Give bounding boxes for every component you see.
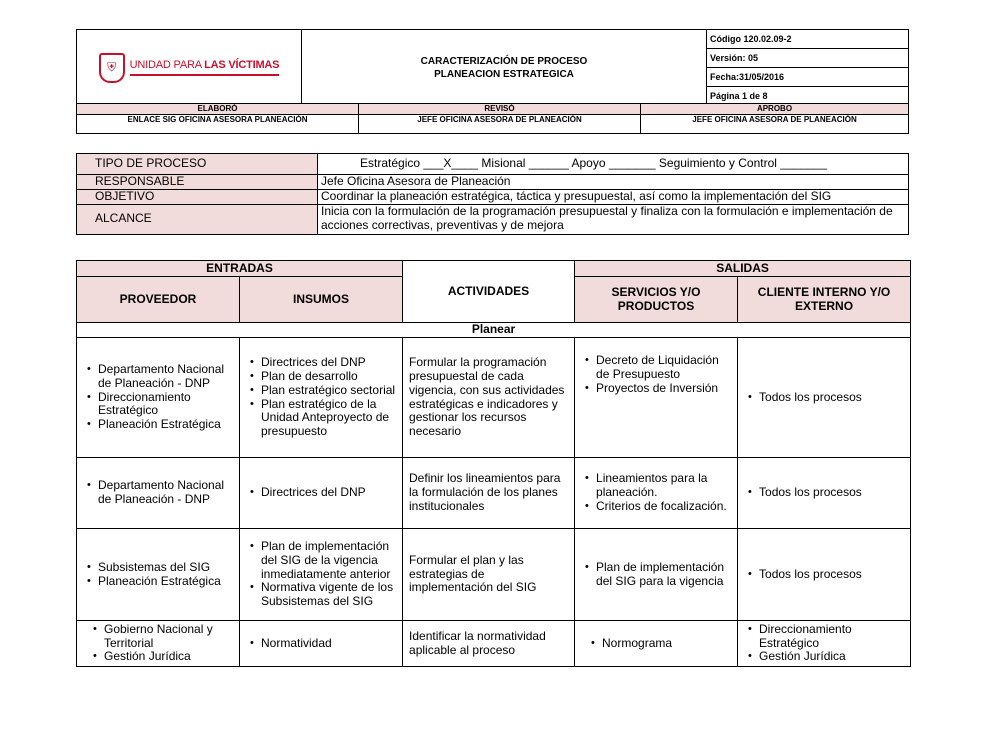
- list-item: • Proyectos de Inversión: [590, 382, 734, 396]
- list-item: • Departamento Nacional de Planeación - DNP: [92, 363, 236, 391]
- servicios-cell: [575, 458, 738, 529]
- title-line-1: CARACTERIZACIÓN DE PROCESO: [420, 55, 588, 67]
- list-item: • Gobierno Nacional y Territorial: [98, 623, 236, 651]
- actividad-cell: Identificar la normatividad aplicable al proceso: [403, 621, 575, 667]
- list-item: • Departamento Nacional de Planeación - DNP: [92, 479, 236, 507]
- logo-emph: LAS VÍCTIMAS: [204, 59, 280, 72]
- servicios-header: SERVICIOS Y/O PRODUCTOS: [575, 277, 738, 323]
- document-title: [302, 30, 707, 106]
- logo-cell: [77, 30, 302, 106]
- actividad-cell: Formular la programación presupuestal de cada vigencia, con sus actividades estratégicas e indicadores y gestionar los recursos necesario: [403, 338, 575, 458]
- process-info-table: [76, 153, 909, 235]
- logo-prefix: UNIDAD PARA: [129, 59, 205, 72]
- list-item: • Plan estratégico sectorial: [255, 384, 399, 398]
- actividades-header: ACTIVIDADES: [403, 261, 575, 323]
- version: Versión: 05: [707, 49, 909, 68]
- cliente-cell: [738, 529, 911, 621]
- list-item: • Todos los procesos: [753, 391, 907, 405]
- insumos-cell: [240, 458, 403, 529]
- proveedor-cell: [77, 621, 240, 667]
- list-item: • Plan estratégico de la Unidad Anteproyecto de presupuesto: [255, 398, 399, 439]
- proveedor-cell: [77, 529, 240, 621]
- insumos-cell: [240, 338, 403, 458]
- reviso-value: JEFE OFICINA ASESORA DE PLANEACIÓN: [359, 115, 641, 134]
- phase-label: Planear: [77, 323, 911, 338]
- list-item: • Normograma: [596, 637, 734, 651]
- proveedor-header: PROVEEDOR: [77, 277, 240, 323]
- list-item: • Gestión Jurídica: [753, 650, 907, 664]
- servicios-cell: [575, 529, 738, 621]
- table-row: [77, 529, 911, 621]
- cliente-cell: [738, 458, 911, 529]
- process-main-table: [76, 260, 911, 667]
- list-item: • Directrices del DNP: [255, 486, 399, 500]
- actividad-cell: Formular el plan y las estrategias de implementación del SIG: [403, 529, 575, 621]
- table-row: [77, 338, 911, 458]
- actividad-cell: Definir los lineamientos para la formulación de los planes institucionales: [403, 458, 575, 529]
- table-row: [77, 458, 911, 529]
- table-row: [77, 621, 911, 667]
- list-item: • Todos los procesos: [753, 568, 907, 582]
- list-item: • Planeación Estratégica: [92, 418, 236, 432]
- objetivo-label: OBJETIVO: [77, 189, 318, 204]
- proveedor-cell: [77, 338, 240, 458]
- alcance-label: ALCANCE: [77, 204, 318, 234]
- list-item: • Subsistemas del SIG: [92, 561, 236, 575]
- servicios-cell: [575, 338, 738, 458]
- cliente-cell: [738, 338, 911, 458]
- list-item: • Directrices del DNP: [255, 356, 399, 370]
- insumos-cell: [240, 529, 403, 621]
- list-item: • Gestión Jurídica: [98, 650, 236, 664]
- tipo-value: Estratégico ___X____ Misional ______ Apoyo _______ Seguimiento y Control _______: [318, 154, 909, 175]
- proveedor-cell: [77, 458, 240, 529]
- list-item: • Criterios de focalización.: [590, 500, 734, 514]
- objetivo-value: Coordinar la planeación estratégica, táctica y presupuestal, así como la implementación del SIG: [318, 189, 909, 204]
- insumos-cell: [240, 621, 403, 667]
- list-item: • Todos los procesos: [753, 486, 907, 500]
- entradas-header: ENTRADAS: [77, 261, 403, 277]
- pagina: Página 1 de 8: [707, 87, 909, 106]
- list-item: • Lineamientos para la planeación.: [590, 472, 734, 500]
- alcance-value: Inicia con la formulación de la programación presupuestal y finaliza con la formulación e implementación de acciones correctivas, preventivas y de mejora: [318, 204, 909, 234]
- document-header: [76, 29, 909, 106]
- list-item: • Plan de implementación del SIG de la vigencia inmediatamente anterior: [255, 540, 399, 581]
- salidas-header: SALIDAS: [575, 261, 911, 277]
- list-item: • Normatividad: [255, 637, 399, 651]
- codigo: Código 120.02.09-2: [707, 30, 909, 49]
- reviso-label: REVISÓ: [359, 104, 641, 115]
- list-item: • Plan de implementación del SIG para la vigencia: [590, 561, 734, 589]
- responsable-value: Jefe Oficina Asesora de Planeación: [318, 175, 909, 190]
- unidad-victimas-logo: [80, 53, 298, 83]
- cliente-cell: [738, 621, 911, 667]
- list-item: • Decreto de Liquidación de Presupuesto: [590, 354, 734, 382]
- list-item: • Planeación Estratégica: [92, 575, 236, 589]
- elaboro-value: ENLACE SIG OFICINA ASESORA PLANEACIÓN: [77, 115, 359, 134]
- cliente-header: CLIENTE INTERNO Y/O EXTERNO: [738, 277, 911, 323]
- insumos-header: INSUMOS: [240, 277, 403, 323]
- tipo-label: TIPO DE PROCESO: [77, 154, 318, 175]
- aprobo-value: JEFE OFICINA ASESORA DE PLANEACIÓN: [641, 115, 909, 134]
- list-item: • Normativa vigente de los Subsistemas del SIG: [255, 581, 399, 609]
- list-item: • Direccionamiento Estratégico: [92, 391, 236, 419]
- list-item: • Plan de desarrollo: [255, 370, 399, 384]
- title-line-2: PLANEACION ESTRATEGICA: [434, 68, 574, 80]
- elaboro-label: ELABORÓ: [77, 104, 359, 115]
- aprobo-label: APROBO: [641, 104, 909, 115]
- fecha: Fecha:31/05/2016: [707, 68, 909, 87]
- list-item: • Direccionamiento Estratégico: [753, 623, 907, 651]
- responsable-label: RESPONSABLE: [77, 175, 318, 190]
- servicios-cell: [575, 621, 738, 667]
- coat-of-arms-icon: ⛨: [99, 53, 125, 83]
- signatures-table: [76, 103, 909, 134]
